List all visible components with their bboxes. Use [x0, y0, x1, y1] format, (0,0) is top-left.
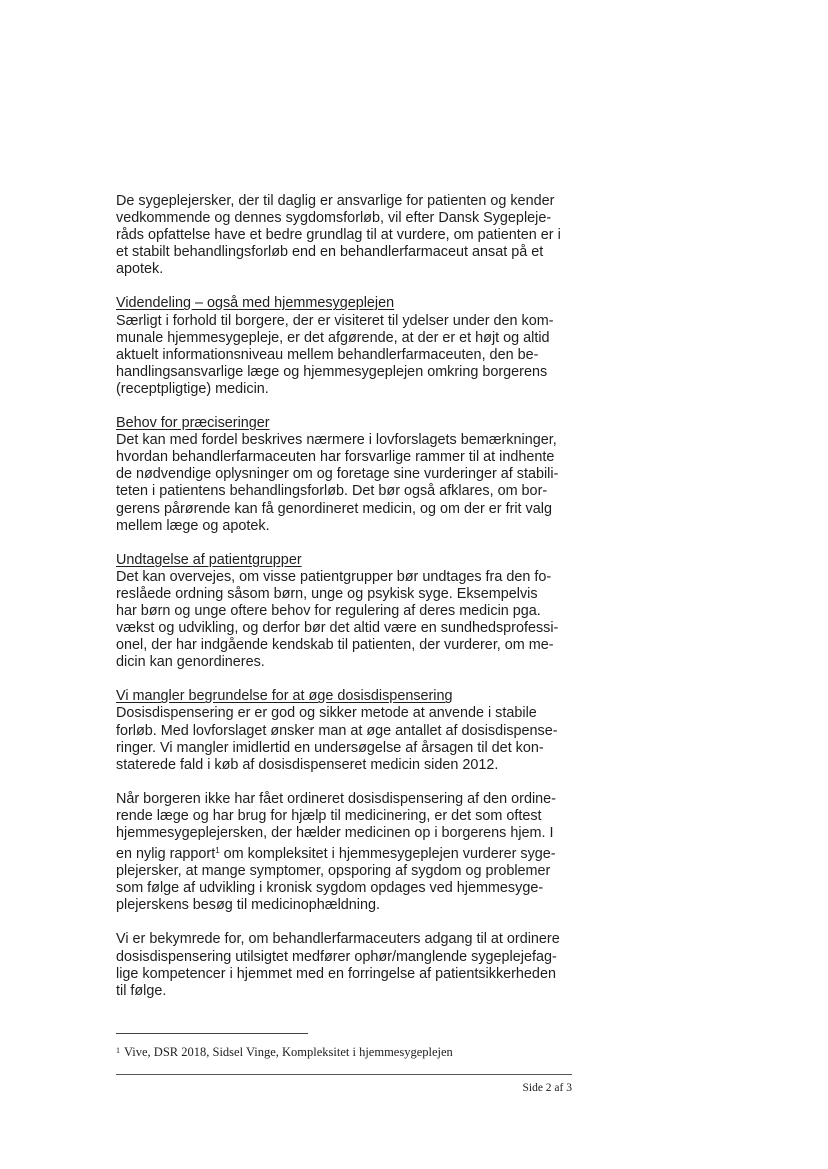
section-heading: Videndeling – også med hjemmesygeplejen	[116, 295, 395, 312]
footnote-mark: 1	[116, 1046, 120, 1055]
text-line: et stabilt behandlingsforløb end en behandlerfarmaceut ansat på et	[116, 244, 544, 261]
text-line: teten i patientens behandlingsforløb. Det bør også afklares, om bor-	[116, 483, 548, 500]
text-line: Når borgeren ikke har fået ordineret dosisdispensering af den ordine-	[116, 790, 556, 807]
footnote	[116, 1045, 453, 1060]
intro-paragraph	[116, 193, 576, 278]
section-praeciseringer	[116, 415, 576, 535]
text-line: har børn og unge oftere behov for regulering af deres medicin pga.	[116, 602, 541, 619]
section-videndeling	[116, 295, 576, 398]
text-line: forløb. Med lovforslaget ønsker man at øge antallet af dosisdispense-	[116, 722, 558, 739]
section-heading: Undtagelse af patientgrupper	[116, 551, 302, 568]
text-line: Særligt i forhold til borgere, der er visiteret til ydelser under den kom-	[116, 312, 554, 329]
text-line: mellem læge og apotek.	[116, 517, 270, 534]
text-line: vækst og udvikling, og derfor bør det altid være en sundhedsprofessi-	[116, 620, 559, 637]
text-line	[116, 842, 576, 863]
text-fragment: en nylig rapport	[116, 846, 216, 863]
text-line: vedkommende og dennes sygdomsforløb, vil efter Dansk Sygepleje-	[116, 210, 552, 227]
text-line: Vi er bekymrede for, om behandlerfarmaceuters adgang til at ordinere	[116, 931, 560, 948]
text-line: onel, der har indgående kendskab til patienten, der vurderer, om me-	[116, 637, 554, 654]
text-line: Det kan overvejes, om visse patientgrupper bør undtages fra den fo-	[116, 568, 552, 585]
text-line: Det kan med fordel beskrives nærmere i lovforslagets bemærkninger,	[116, 432, 557, 449]
paragraph-borgeren	[116, 791, 576, 915]
text-line: lige kompetencer i hjemmet med en forringelse af patientsikkerheden	[116, 965, 556, 982]
text-line: apotek.	[116, 261, 164, 278]
text-line: dicin kan genordineres.	[116, 654, 265, 671]
text-line: De sygeplejersker, der til daglig er ansvarlige for patienten og kender	[116, 193, 555, 209]
section-heading: Vi mangler begrundelse for at øge dosisdispensering	[116, 688, 453, 705]
text-line: plejersker, at mange symptomer, opsporing af sygdom og problemer	[116, 863, 551, 880]
footnote-text: Vive, DSR 2018, Sidsel Vinge, Kompleksitet i hjemmesygeplejen	[124, 1045, 453, 1059]
footnote-reference[interactable]: 1	[215, 846, 220, 856]
text-line: plejerskens besøg til medicinophældning.	[116, 897, 380, 914]
text-line: ringer. Vi mangler imidlertid en undersøgelse af årsagen til det kon-	[116, 739, 544, 756]
text-line: dosisdispensering utilsigtet medfører ophør/manglende sygeplejefag-	[116, 948, 557, 965]
text-line: hvordan behandlerfarmaceuten har forsvarlige rammer til at indhente	[116, 449, 555, 466]
text-line: gerens pårørende kan få genordineret medicin, og om der er frit valg	[116, 500, 552, 517]
page-number: Side 2 af 3	[522, 1082, 572, 1094]
footnote-divider	[116, 1033, 308, 1034]
text-line: til følge.	[116, 982, 167, 999]
text-line: aktuelt informationsniveau mellem behandlerfarmaceuten, den be-	[116, 346, 539, 363]
footer-divider	[116, 1074, 572, 1075]
section-dosisdispensering	[116, 688, 576, 773]
text-line: handlingsansvarlige læge og hjemmesygeplejen omkring borgerens	[116, 363, 548, 380]
text-line: staterede fald i køb af dosisdispenseret medicin siden 2012.	[116, 756, 499, 773]
text-line: (receptpligtige) medicin.	[116, 380, 269, 397]
text-line: munale hjemmesygepleje, er det afgørende, at der er et højt og altid	[116, 329, 550, 346]
text-line: Dosisdispensering er er god og sikker metode at anvende i stabile	[116, 705, 537, 722]
text-line: råds opfattelse have et bedre grundlag til at vurdere, om patienten er i	[116, 227, 561, 244]
section-heading: Behov for præciseringer	[116, 415, 270, 432]
text-line: de nødvendige oplysninger om og foretage sine vurderinger af stabili-	[116, 466, 559, 483]
text-line: som følge af udvikling i kronisk sygdom opdages ved hjemmesyge-	[116, 880, 544, 897]
paragraph-bekymrede	[116, 931, 576, 999]
text-line: hjemmesygeplejersken, der hælder medicinen op i borgerens hjem. I	[116, 825, 554, 841]
text-fragment: om kompleksitet i hjemmesygeplejen vurderer syge-	[219, 846, 556, 863]
section-undtagelse	[116, 552, 576, 672]
text-line: reslåede ordning såsom børn, unge og psykisk syge. Eksempelvis	[116, 585, 538, 602]
document-body	[116, 193, 576, 1000]
text-line: rende læge og har brug for hjælp til medicinering, er det som oftest	[116, 807, 542, 824]
